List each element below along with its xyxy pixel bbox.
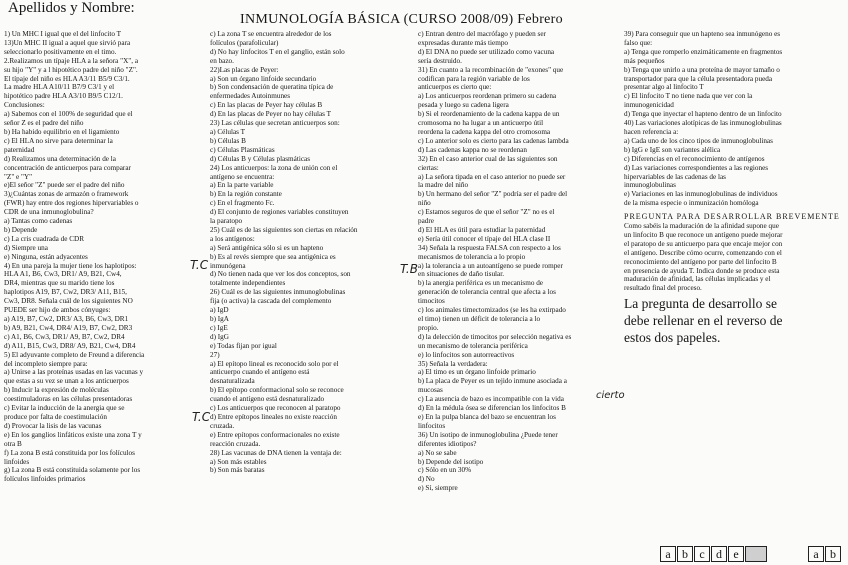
answer-box: d: [711, 546, 727, 562]
text-line: la madre del niño: [418, 181, 469, 190]
text-line: linfocitos: [418, 421, 446, 430]
text-line: PUEDE ser hijo de ambos cónyuges:: [4, 306, 111, 315]
text-line: paternidad: [4, 145, 35, 154]
text-line: señor Z es el padre del niño: [4, 119, 84, 128]
text-line: antígeno se encuentra:: [210, 172, 275, 181]
text-line: concentración de anticuerpos para comparar: [4, 163, 131, 172]
text-line: a) Son más estables: [210, 457, 267, 466]
text-line: anticuerpo cuando el antígeno está: [210, 368, 310, 377]
text-line: haplotipos A19, B7, Cw2, DR3/ A11, B15,: [4, 288, 127, 297]
answer-boxes-2: [808, 546, 842, 562]
text-line: a) Será antigénica sólo si es un hapteno: [210, 243, 324, 252]
question-column-3: [418, 30, 625, 563]
text-line: b) Depende: [4, 225, 38, 234]
text-line: el timo) tienen un déficit de tolerancia a lo: [418, 315, 541, 323]
text-line: enfermedades Autoinmunes: [210, 92, 291, 101]
text-line: 35) Señala la verdadera:: [418, 359, 488, 368]
answer-box: e: [728, 546, 744, 562]
essay-body: [624, 222, 846, 293]
text-line: b) Inducir la expresión de moléculas: [4, 386, 109, 395]
text-line: ciertas:: [418, 163, 439, 172]
text-line: reconocimiento del antígeno por parte del linfocito B: [624, 257, 777, 266]
text-line: e) Variaciones en las inmunoglobulinas de individuos: [624, 190, 778, 199]
text-line: b) Son más baratas: [210, 466, 265, 475]
text-line: en bazo.: [210, 56, 234, 65]
text-line: a) Unirse a las proteínas usadas en las vacunas y: [4, 368, 144, 377]
text-line: a) No se sabe: [418, 448, 457, 457]
text-line: a) El timo es un órgano linfoide primario: [418, 368, 536, 377]
text-line: d) No: [418, 475, 435, 484]
text-line: 24) Los anticuerpos: la zona de unión con el: [210, 163, 338, 172]
text-line: d) Realizamos una determinación de la: [4, 154, 116, 163]
text-line: (FWR) hay entre dos regiones hipervariables o: [4, 199, 139, 208]
text-line: reacción cruzada.: [210, 439, 261, 448]
text-line: d) Tenga que inyectar el hapteno dentro de un linfocito: [624, 110, 782, 119]
text-line: la paratopo: [210, 217, 243, 226]
text-line: 26) Cuál es de las siguientes inmunoglobulinas: [210, 288, 346, 297]
text-line: inmunoglobulinas: [624, 181, 676, 190]
answer-box: b: [677, 546, 693, 562]
text-line: hacen referencia a:: [624, 127, 679, 136]
text-line: del incompleto siempre para:: [4, 359, 88, 368]
text-line: 22)Las placas de Peyer:: [210, 65, 279, 74]
text-line: c) La cris cuadrada de CDR: [4, 234, 85, 243]
text-line: c) A1, B6, Cw3, DR1/ A9, B7, Cw2, DR4: [4, 332, 125, 341]
text-line: de la misma especie o inmunización homóloga: [624, 199, 759, 208]
text-line: c) los animales timectomizados (se les ha extirpado: [418, 306, 566, 315]
answer-boxes-1: [660, 546, 768, 562]
text-line: 4) En una pareja la mujer tiene los haplotipos:: [4, 261, 137, 270]
text-line: d) la delección de timocitos por selección negativa es: [418, 332, 572, 341]
essay-heading: PREGUNTA PARA DESARROLLAR BREVEMENTE: [624, 212, 840, 222]
text-line: Como sabéis la maduración de la afinidad supone que: [624, 222, 779, 231]
text-line: e) En la pulpa blanca del bazo se encuentran los: [418, 412, 556, 421]
answer-box: a: [660, 546, 676, 562]
text-line: b) Es al revés siempre que sea antigénica es: [210, 252, 336, 261]
text-line: codifican para la región variable de los: [418, 74, 530, 83]
text-line: 39) Para conseguir que un hapteno sea inmunógeno es: [624, 30, 781, 38]
text-line: propio.: [418, 323, 439, 332]
text-line: a) Son un órgano linfoide secundario: [210, 74, 317, 83]
text-line: e)El señor "Z" puede ser el padre del niño: [4, 181, 125, 190]
text-line: d) El conjunto de regiones variables constituyen: [210, 208, 349, 217]
text-line: f) La zona B está constituida por los folículos: [4, 448, 135, 457]
answer-box: c: [694, 546, 710, 562]
text-line: cruzada.: [210, 421, 235, 430]
text-line: reordena la cadena kappa del otro cromosoma: [418, 127, 551, 136]
text-line: mucosas: [418, 386, 443, 395]
answer-box: a: [808, 546, 824, 562]
text-line: falso que:: [624, 38, 653, 47]
question-column-2: [210, 30, 415, 563]
text-line: que estas a su vez se unan a los anticuerpos: [4, 377, 129, 386]
text-line: 36) Un isotipo de inmunoglobulina ¿Puede tener: [418, 430, 558, 439]
text-line: timocitos: [418, 297, 445, 306]
text-line: a) Cada uno de los cinco tipos de inmunoglobulinas: [624, 136, 773, 145]
text-line: a) Células T: [210, 127, 245, 136]
text-line: 25) Cuál es de las siguientes son ciertas en relación: [210, 225, 358, 234]
text-line: b) IgG e IgE son variantes alélica: [624, 145, 721, 154]
text-line: c) Evitar la inducción de la anergia que se: [4, 404, 125, 413]
text-line: a) IgD: [210, 306, 229, 315]
text-line: el antígeno. Describe cómo ocurre, comenzando con el: [624, 248, 782, 257]
text-line: g) La zona B está constituida solamente por los: [4, 466, 141, 475]
text-line: d) Entre epítopos lineales no existe reacción: [210, 412, 337, 421]
exam-title: INMUNOLOGÍA BÁSICA (CURSO 2008/09) Febrero: [240, 12, 563, 27]
text-line: "Z" e "Y": [4, 172, 33, 181]
text-line: hipervariables de las cadenas de las: [624, 172, 726, 181]
text-line: en presencia de ayuda T. Indica donde se produce esta: [624, 266, 780, 275]
text-line: CDR de una inmunoglobulina?: [4, 208, 94, 217]
essay-note: [624, 295, 846, 346]
text-line: d) En la médula ósea se diferencian los linfocitos B: [418, 404, 566, 413]
text-line: 23) Las células que secretan anticuerpos son:: [210, 119, 340, 128]
answer-box: b: [825, 546, 841, 562]
text-line: coestimuladoras en las células presentadoras: [4, 395, 133, 404]
text-line: cromosoma no ha lugar a un anticuerpo útil: [418, 119, 544, 128]
text-line: b) En la región constante: [210, 190, 282, 199]
text-line: d) IgG: [210, 332, 229, 341]
text-line: HLA A1, B6, Cw3, DR1/ A9, B21, Cw4,: [4, 270, 122, 279]
text-line: hipotético padre HLA A3/10 B9/5 C12/1.: [4, 92, 123, 101]
text-line: e) Todas fijan por igual: [210, 341, 277, 350]
text-line: fija (o activa) la cascada del complemento: [210, 297, 332, 306]
text-line: 1) Un MHC I igual que el del linfocito T: [4, 30, 122, 38]
text-line: b) Células B: [210, 136, 246, 145]
text-line: seleccionarlo positivamente en el timo.: [4, 47, 117, 56]
text-line: c) La zona T se encuentra alrededor de los: [210, 30, 332, 38]
text-line: d) Células B y Células plasmáticas: [210, 154, 311, 163]
text-line: presentar algo al linfocito T: [624, 83, 704, 92]
text-line: debe rellenar en el reverso de: [624, 313, 783, 329]
text-line: d) Provocar la lisis de las vacunas: [4, 421, 102, 430]
text-line: c) El linfocito T no tiene nada que ver con la: [624, 92, 753, 101]
text-line: La pregunta de desarrollo se: [624, 296, 777, 312]
text-line: d) En las placas de Peyer no hay células T: [210, 110, 332, 119]
text-line: b) Tenga que unirlo a una proteína de mayor tamaño o: [624, 65, 780, 74]
text-line: 40) Las variaciones alotípicas de las inmunoglobulinas: [624, 119, 782, 128]
text-line: c) IgE: [210, 323, 228, 332]
text-line: d) Las variaciones correspondientes a las regiones: [624, 163, 769, 172]
text-line: resultado final del proceso.: [624, 284, 702, 293]
handwritten-mark: cierto: [596, 390, 625, 401]
text-line: c) En el fragmento Fc.: [210, 199, 275, 208]
text-line: transportador para que la célula presentadora pueda: [624, 74, 773, 83]
text-line: 27): [210, 350, 220, 359]
text-line: generación de tolerancia central que afecta a los: [418, 288, 556, 297]
text-line: e) Ninguna, están adyacentes: [4, 252, 88, 261]
text-line: inmunogenicidad: [624, 101, 674, 110]
text-line: 3)¿Cuántas zonas de armazón o framework: [4, 190, 129, 199]
text-line: estos dos papeles.: [624, 330, 721, 346]
text-line: c) El HLA no sirve para determinar la: [4, 136, 113, 145]
text-line: a) Sabemos con el 100% de seguridad que el: [4, 110, 133, 119]
text-line: su hijo "Y" y a l hipotético padre del niño "Z".: [4, 65, 138, 74]
text-line: maduración de afinidad, las células implicadas y el: [624, 275, 771, 284]
text-line: b) Un hermano del señor "Z" podría ser el padre del: [418, 190, 568, 199]
text-line: c) Lo anterior solo es cierto para las cadenas lambda: [418, 136, 569, 145]
text-line: linfoides: [4, 457, 30, 466]
text-line: e) Sí, siempre: [418, 484, 458, 493]
text-line: desnaturalizada: [210, 377, 255, 386]
text-line: 32) En el caso anterior cual de las siguientes son: [418, 154, 558, 163]
text-line: d) No hay linfocitos T en el ganglio, están solo: [210, 47, 345, 56]
text-line: produce por falta de coestimulación: [4, 412, 107, 421]
text-line: La madre HLA A10/11 B7/9 C3/1 y el: [4, 83, 115, 92]
text-line: d) El HLA es útil para estudiar la paternidad: [418, 225, 546, 234]
text-line: c) En las placas de Peyer hay células B: [210, 101, 323, 110]
handwritten-mark: T.C: [190, 258, 209, 272]
text-line: d) El DNA no puede ser utilizado como vacuna: [418, 47, 555, 56]
handwritten-mark: T.C: [192, 410, 211, 424]
question-column-4: [624, 30, 846, 563]
text-line: cuando el antígeno está desnaturalizado: [210, 395, 325, 404]
text-line: a) La señora tipada en el caso anterior no puede ser: [418, 172, 566, 181]
text-line: folículos (parafolicular): [210, 38, 279, 47]
text-line: a) El epítopo lineal es reconocido solo por el: [210, 359, 339, 368]
text-line: c) Diferencias en el reconocimiento de antígenos: [624, 154, 765, 163]
text-line: c) Sólo en un 30%: [418, 466, 472, 475]
text-line: Cw3, DR8. Señala cuál de los siguientes NO: [4, 297, 133, 306]
text-line: a) A19, B7, Cw2, DR3/ A3, B6, Cw3, DR1: [4, 315, 129, 323]
text-line: b) IgA: [210, 315, 229, 323]
text-line: otra B: [4, 439, 22, 448]
text-line: anticuerpos es cierto que:: [418, 83, 492, 92]
text-line: a) En la parte variable: [210, 181, 274, 190]
text-line: b) El epítopo conformacional solo se reconoce: [210, 386, 344, 395]
text-line: un mecanismo de tolerancia periférica: [418, 341, 528, 350]
text-line: 28) Las vacunas de DNA tienen la ventaja de:: [210, 448, 342, 457]
text-line: b) la anergia periférica es un mecanismo de: [418, 279, 543, 288]
text-line: inmunógena: [210, 261, 246, 270]
text-line: un linfocito B que reconoce un antígeno puede mejorar: [624, 230, 783, 239]
text-line: El típaje del niño es HLA A3/11 B5/9 C3/1.: [4, 74, 130, 83]
text-line: c) Células Plasmáticas: [210, 145, 275, 154]
text-line: c) La ausencia de bazo es incompatible con la vida: [418, 395, 564, 404]
text-line: b) Depende del isotipo: [418, 457, 484, 466]
text-line: 5) El adyuvante completo de Freund a diferencia: [4, 350, 145, 359]
text-line: e) Sería útil conocer el típaje del HLA clase II: [418, 234, 551, 243]
text-line: totalmente independientes: [210, 279, 286, 288]
text-line: d) No tienen nada que ver los dos conceptos, son: [210, 270, 351, 279]
question-column-1: [4, 30, 211, 563]
text-line: 34) Señala la respuesta FALSA con respecto a los: [418, 243, 561, 252]
text-line: c) Los anticuerpos que reconocen al paratopo: [210, 404, 341, 413]
text-line: d) Las cadenas kappa no se reordenan: [418, 145, 527, 154]
name-label: Apellidos y Nombre:: [8, 0, 135, 16]
text-line: c) Entran dentro del macrófago y pueden ser: [418, 30, 546, 38]
text-line: d) Siempre una: [4, 243, 48, 252]
text-line: en situaciones de daño tisular.: [418, 270, 505, 279]
text-line: 13)Un MHC II igual a aquel que sirvió para: [4, 38, 131, 47]
text-line: más pequeños: [624, 56, 665, 65]
text-line: e) En los ganglios linfáticos existe una zona T y: [4, 430, 142, 439]
text-line: a) la tolerancia a un autoantígeno se puede romper: [418, 261, 563, 270]
text-line: mecanismos de tolerancia a lo propio: [418, 252, 526, 261]
text-line: folículos linfoides primarios: [4, 475, 86, 484]
text-line: c) Estamos seguros de que el señor "Z" no es el: [418, 208, 555, 217]
text-line: niño: [418, 199, 431, 208]
answer-box: [745, 546, 767, 562]
text-line: e) Entre epítopos conformacionales no existe: [210, 430, 340, 439]
text-line: a los antígenos:: [210, 234, 255, 243]
text-line: b) Si el reordenamiento de la cadena kappa de un: [418, 110, 560, 119]
text-line: pesada y luego su cadena ligera: [418, 101, 509, 110]
text-line: b) La placa de Peyer es un tejido inmune asociada a: [418, 377, 567, 386]
text-line: diferentes idiotipos?: [418, 439, 477, 448]
text-line: a) Tenga que romperlo enzimáticamente en fragmentos: [624, 47, 783, 56]
handwritten-mark: T.B: [400, 262, 418, 276]
text-line: Conclusiones:: [4, 101, 45, 110]
text-line: b) Son condensación de queratina típica de: [210, 83, 334, 92]
text-line: expresadas durante más tiempo: [418, 38, 509, 47]
text-line: padre: [418, 217, 434, 226]
text-line: 2.Realizamos un típaje HLA a la señora "X", a: [4, 56, 139, 65]
text-line: a) Los anticuerpos reordenan primero su cadena: [418, 92, 557, 101]
text-line: el paratopo de su anticuerpo para que encaje mejor con: [624, 239, 783, 248]
text-line: e) lo linfocitos son autorreactivos: [418, 350, 515, 359]
text-line: d) A11, B15, Cw3, DR8/ A9, B21, Cw4, DR4: [4, 341, 136, 350]
text-line: DR4, mientras que su marido tiene los: [4, 279, 115, 288]
text-line: b) Ha habido equilibrio en el ligamiento: [4, 127, 120, 136]
text-line: 31) En cuanto a la recombinación de "exones" que: [418, 65, 564, 74]
text-line: sería destruido.: [418, 56, 462, 65]
text-line: a) Tantas como cadenas: [4, 217, 73, 226]
text-line: b) A9, B21, Cw4, DR4/ A19, B7, Cw2, DR3: [4, 323, 133, 332]
